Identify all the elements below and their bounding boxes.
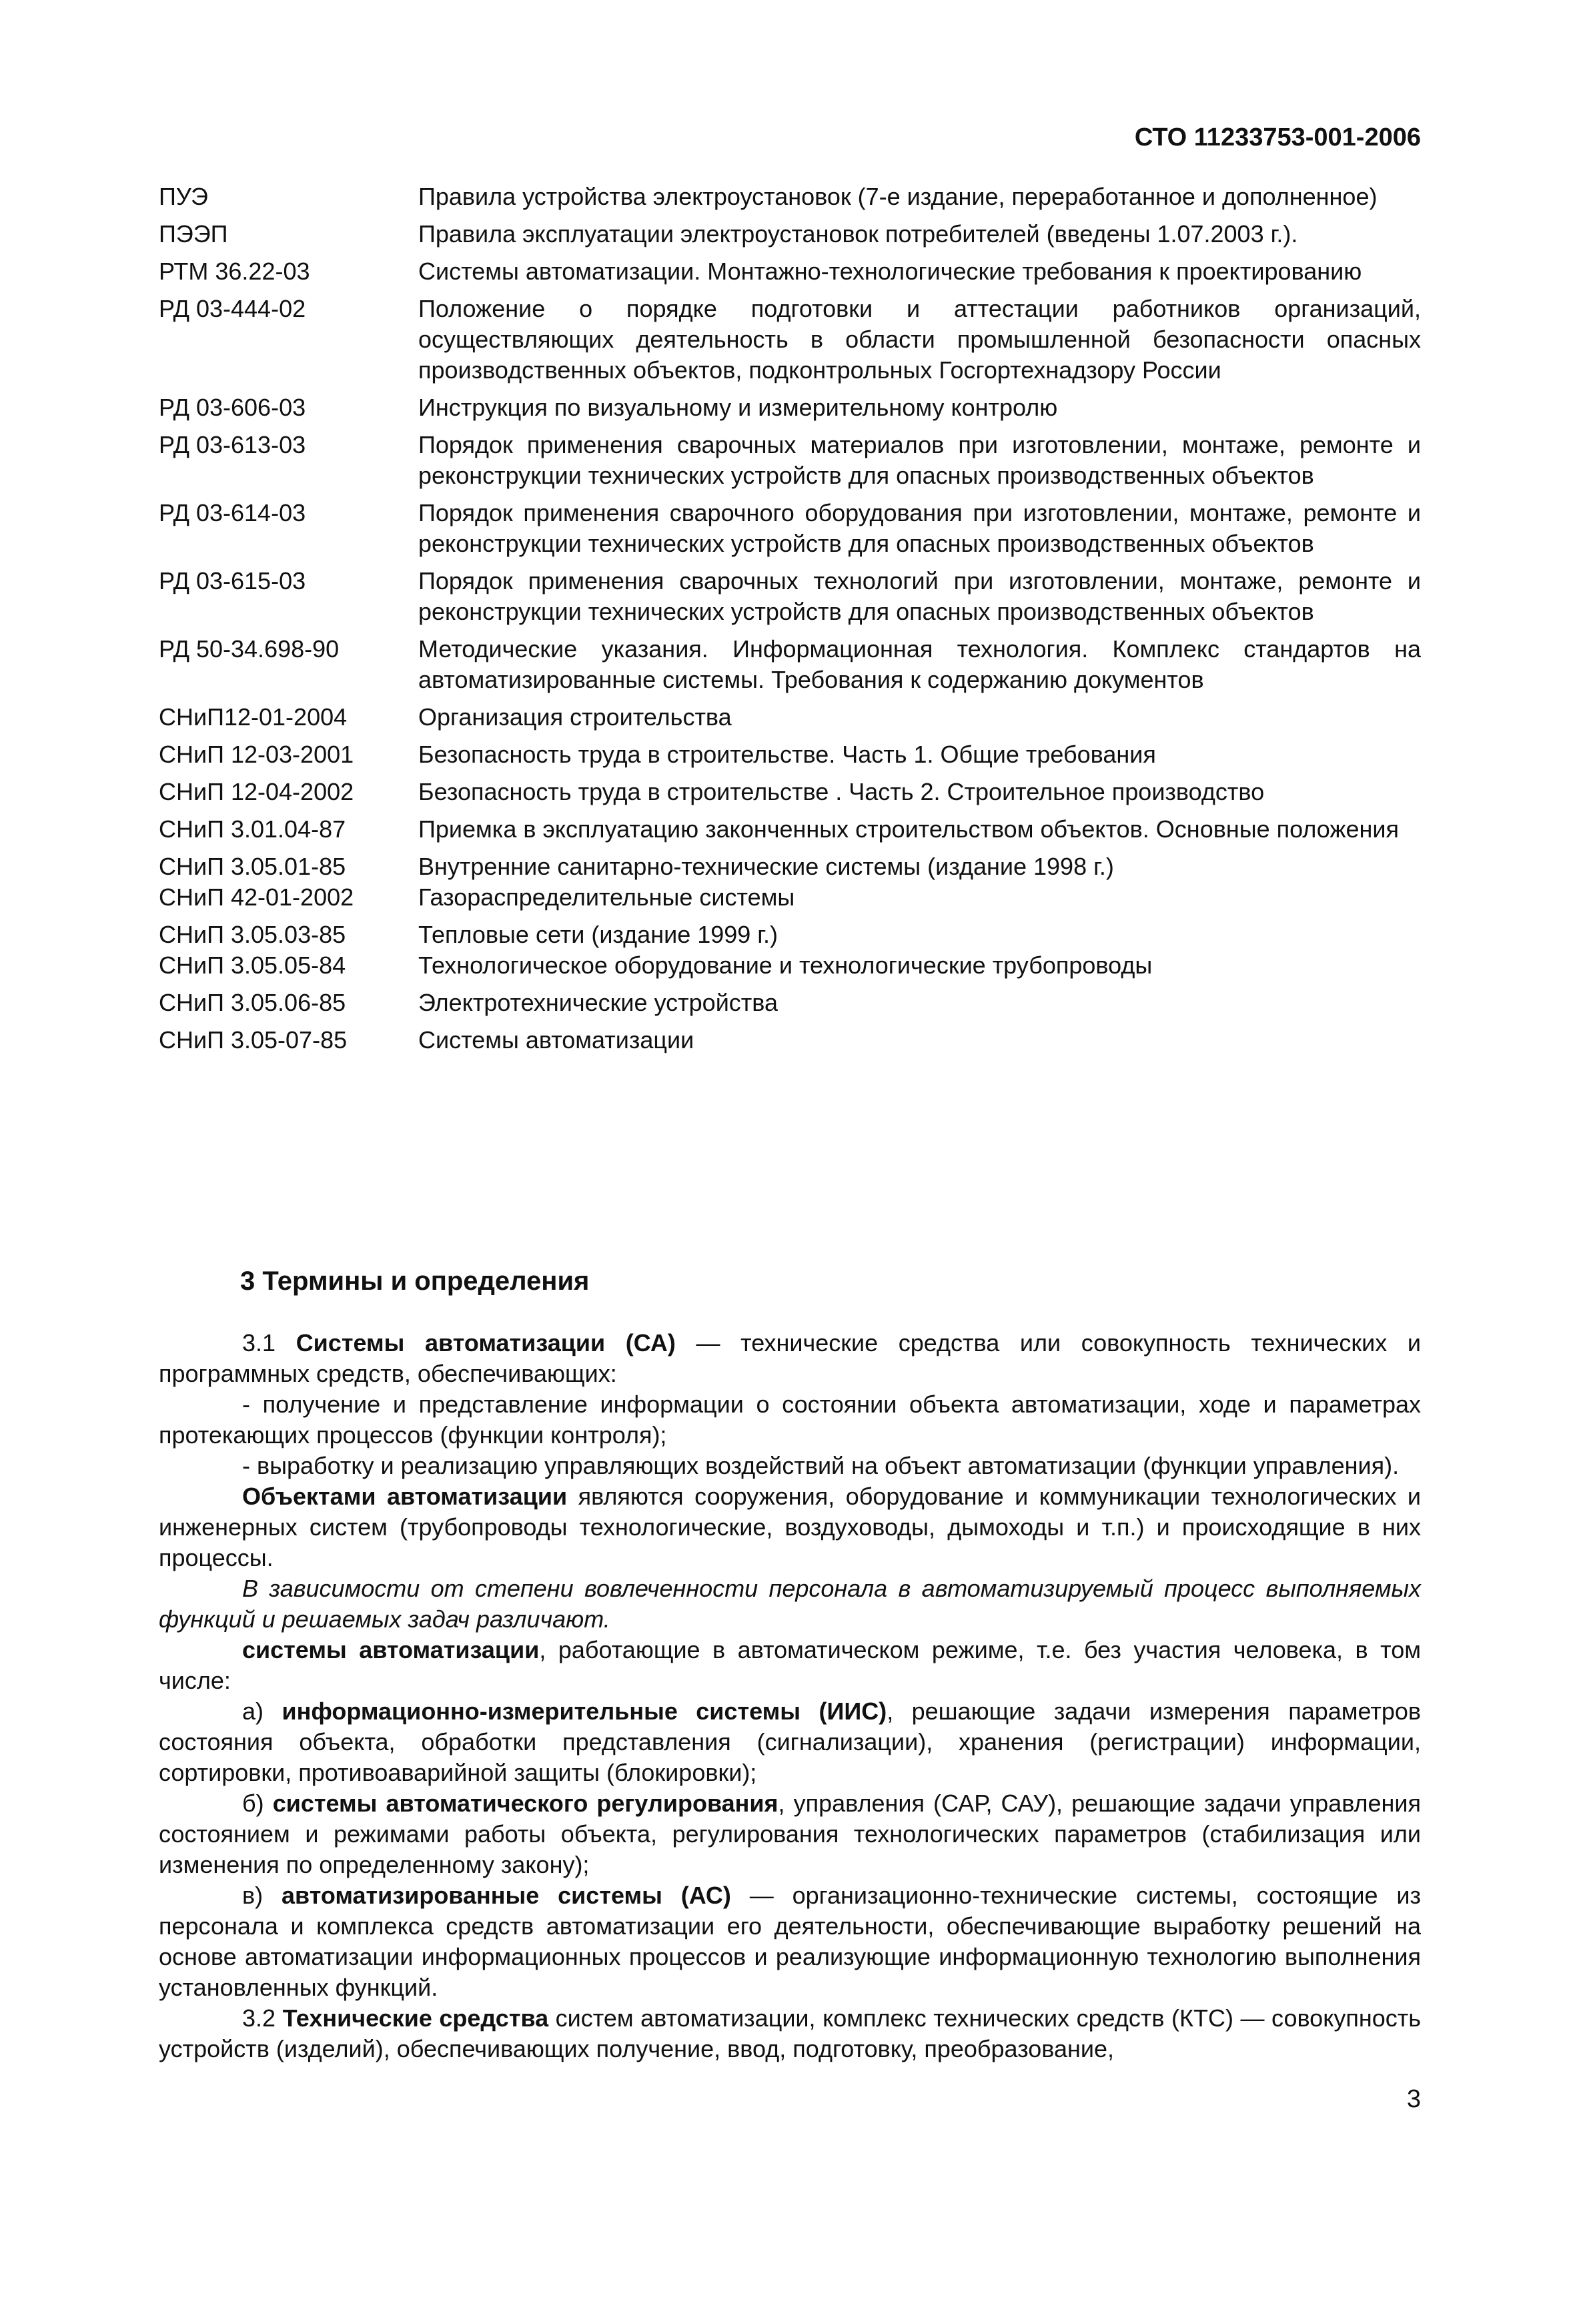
reference-title: Порядок применения сварочных материалов при изготовлении, монтаже, ремонте и реконструкции технических устройств для опасных производственных объектов: [418, 431, 1421, 489]
definitions-body: [159, 1328, 1421, 2064]
text: , решающие задачи измерения параметров состояния объекта, обработки представления (сигнализации), хранения (регистрации) информации, сортировки, противоаварийной защиты (блокировки);: [159, 1697, 1422, 1786]
reference-title: Положение о порядке подготовки и аттестации работников организаций, осуществляющих деятельность в области промышленной безопасности опасных производственных объектов, подконтрольных Госгортехнадзору России: [418, 295, 1421, 384]
reference-code: РД 50-34.698-90: [159, 635, 340, 663]
reference-title: Газораспределительные системы: [418, 883, 795, 911]
reference-code: СНиП 3.05.06-85: [159, 989, 346, 1016]
reference-row: [159, 1025, 1421, 1062]
reference-row: [159, 919, 1421, 950]
reference-row: [159, 566, 1421, 634]
text: систем автоматизации, комплекс технических средств (КТС) — совокупность устройств (изделий), обеспечивающих получение, ввод, подготовку, преобразование,: [159, 2004, 1421, 2062]
reference-code: СНиП 12-03-2001: [159, 741, 354, 768]
reference-code: РД 03-444-02: [159, 295, 306, 322]
paragraph: [159, 2003, 1421, 2064]
document-code-header: СТО 11233753-001-2006: [1134, 123, 1421, 151]
reference-code: ПЭЭП: [159, 220, 228, 248]
reference-row: [159, 294, 1421, 392]
reference-row: [159, 430, 1421, 498]
reference-row: [159, 702, 1421, 739]
text: являются сооружения, оборудование и коммуникации технологических и инженерных систем (трубопроводы технологические, воздуховоды, дымоходы и т.п.) и происходящие в них процессы.: [159, 1483, 1421, 1571]
reference-title: Порядок применения сварочных технологий при изготовлении, монтаже, ремонте и реконструкции технических устройств для опасных производственных объектов: [418, 567, 1421, 625]
reference-title: Системы автоматизации. Монтажно-технологические требования к проектированию: [418, 258, 1362, 285]
text: в): [242, 1882, 282, 1909]
reference-title: Организация строительства: [418, 703, 732, 731]
paragraph: [159, 1573, 1421, 1635]
reference-title: Методические указания. Информационная технология. Комплекс стандартов на автоматизированные системы. Требования к содержанию документов: [418, 635, 1421, 693]
reference-title: Технологическое оборудование и технологические трубопроводы: [418, 951, 1153, 979]
term: системы автоматизации: [242, 1636, 540, 1663]
normative-references-list: [159, 181, 1421, 1062]
text: 3.2: [242, 2004, 283, 2032]
reference-code: РД 03-615-03: [159, 567, 306, 595]
reference-row: [159, 219, 1421, 256]
text: б): [242, 1790, 273, 1817]
reference-title: Внутренние санитарно-технические системы (издание 1998 г.): [418, 853, 1114, 880]
reference-row: [159, 882, 1421, 919]
reference-row: [159, 256, 1421, 294]
reference-row: [159, 392, 1421, 430]
page-number: 3: [1406, 2085, 1421, 2113]
reference-title: Порядок применения сварочного оборудования при изготовлении, монтаже, ремонте и реконструкции технических устройств для опасных производственных объектов: [418, 499, 1421, 557]
reference-row: [159, 634, 1421, 702]
text: — организационно-технические системы, состоящие из персонала и комплекса средств автоматизации его деятельности, обеспечивающие выработку решений на основе автоматизации информационных процессов и реализующие информационную технологию выполнения установленных функций.: [159, 1882, 1421, 2001]
text: - получение и представление информации о состоянии объекта автоматизации, ходе и параметрах протекающих процессов (функции контроля);: [159, 1391, 1421, 1449]
term: Системы автоматизации (СА): [296, 1329, 676, 1357]
reference-code: РТМ 36.22-03: [159, 258, 310, 285]
text: В зависимости от степени вовлеченности персонала в автоматизируемый процесс выполняемых функций и решаемых задач различают.: [159, 1575, 1421, 1633]
text: , работающие в автоматическом режиме, т.е. без участия человека, в том числе:: [159, 1636, 1422, 1694]
section-heading: 3 Термины и определения: [240, 1266, 590, 1296]
reference-row: [159, 777, 1421, 814]
paragraph: [159, 1635, 1421, 1696]
reference-code: СНиП 42-01-2002: [159, 883, 354, 911]
term: Объектами автоматизации: [242, 1483, 568, 1510]
text: - выработку и реализацию управляющих воздействий на объект автоматизации (функции управления).: [242, 1452, 1400, 1479]
reference-row: [159, 814, 1421, 851]
reference-row: [159, 498, 1421, 566]
term: Технические средства: [282, 2004, 549, 2032]
reference-title: Электротехнические устройства: [418, 989, 778, 1016]
reference-code: СНиП12-01-2004: [159, 703, 348, 731]
reference-row: [159, 851, 1421, 882]
term: информационно-измерительные системы (ИИС): [282, 1697, 887, 1725]
paragraph: [159, 1696, 1421, 1788]
reference-row: [159, 988, 1421, 1025]
reference-code: СНиП 3.05-07-85: [159, 1026, 348, 1054]
reference-title: Безопасность труда в строительстве . Часть 2. Строительное производство: [418, 778, 1265, 805]
reference-title: Правила устройства электроустановок (7-е издание, переработанное и дополненное): [418, 183, 1378, 210]
reference-code: СНиП 3.05.03-85: [159, 921, 346, 948]
paragraph: [159, 1389, 1421, 1451]
reference-row: [159, 950, 1421, 988]
text: — технические средства или совокупность технических и программных средств, обеспечивающих:: [159, 1329, 1422, 1387]
paragraph: [159, 1788, 1421, 1880]
term: системы автоматического регулирования: [272, 1790, 778, 1817]
paragraph: [159, 1451, 1421, 1481]
reference-title: Приемка в эксплуатацию законченных строительством объектов. Основные положения: [418, 815, 1399, 843]
text: , управления (САР, САУ), решающие задачи управления состоянием и режимами работы объекта, регулирования технологических параметров (стабилизация или изменения по определенному закону);: [159, 1790, 1422, 1878]
paragraph: [159, 1880, 1421, 2003]
reference-code: СНиП 3.05.05-84: [159, 951, 346, 979]
reference-code: РД 03-606-03: [159, 394, 306, 421]
reference-code: СНиП 3.01.04-87: [159, 815, 346, 843]
reference-row: [159, 739, 1421, 777]
reference-code: РД 03-613-03: [159, 431, 306, 458]
reference-title: Безопасность труда в строительстве. Часть 1. Общие требования: [418, 741, 1156, 768]
reference-title: Тепловые сети (издание 1999 г.): [418, 921, 778, 948]
reference-code: СНиП 3.05.01-85: [159, 853, 346, 880]
reference-title: Правила эксплуатации электроустановок потребителей (введены 1.07.2003 г.).: [418, 220, 1298, 248]
reference-title: Инструкция по визуальному и измерительному контролю: [418, 394, 1058, 421]
reference-code: ПУЭ: [159, 183, 208, 210]
reference-code: РД 03-614-03: [159, 499, 306, 526]
reference-row: [159, 181, 1421, 219]
paragraph: [159, 1481, 1421, 1573]
term: автоматизированные системы (АС): [282, 1882, 731, 1909]
reference-title: Системы автоматизации: [418, 1026, 694, 1054]
reference-code: СНиП 12-04-2002: [159, 778, 354, 805]
text: а): [242, 1697, 282, 1725]
paragraph: [159, 1328, 1421, 1389]
text: 3.1: [242, 1329, 296, 1357]
